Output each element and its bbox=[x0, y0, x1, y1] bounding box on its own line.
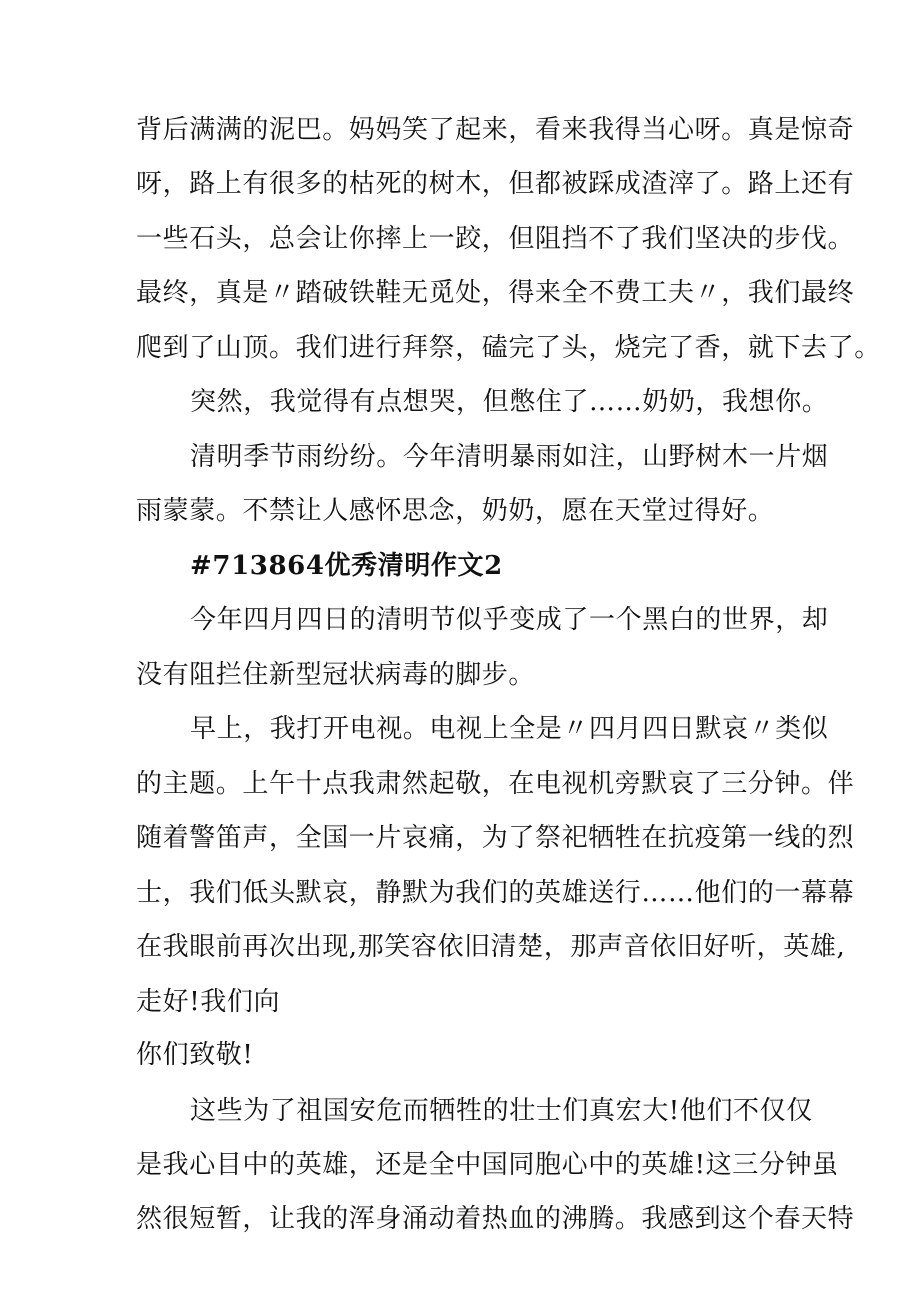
text-line: 背后满满的泥巴。妈妈笑了起来，看来我得当心呀。真是惊奇 bbox=[136, 115, 855, 145]
text-line: 爬到了山顶。我们进行拜祭，磕完了头，烧完了香，就下去了。 bbox=[136, 333, 881, 363]
text-line: 清明季节雨纷纷。今年清明暴雨如注，山野树木一片烟 bbox=[190, 442, 829, 472]
text-line: 走好!我们向 bbox=[136, 987, 281, 1017]
text-line: 没有阻拦住新型冠状病毒的脚步。 bbox=[136, 660, 536, 690]
text-line: 这些为了祖国安危而牺牲的壮士们真宏大!他们不仅仅 bbox=[190, 1096, 813, 1126]
text-line: 早上，我打开电视。电视上全是〃四月四日默哀〃类似 bbox=[190, 714, 829, 744]
section-heading: #713864优秀清明作文2 bbox=[190, 551, 503, 581]
text-line: 的主题。上午十点我肃然起敬，在电视机旁默哀了三分钟。伴 bbox=[136, 769, 855, 799]
text-line: 是我心目中的英雄，还是全中国同胞心中的英雄!这三分钟虽 bbox=[136, 1150, 839, 1180]
text-line: 呀，路上有很多的枯死的树木，但都被踩成渣滓了。路上还有 bbox=[136, 169, 855, 199]
text-line: 然很短暂，让我的浑身涌动着热血的沸腾。我感到这个春天特 bbox=[136, 1204, 855, 1234]
text-line: 你们致敬! bbox=[136, 1040, 254, 1070]
text-line: 士，我们低头默哀，静默为我们的英雄送行……他们的一幕幕 bbox=[136, 878, 855, 908]
text-line: 今年四月四日的清明节似乎变成了一个黑白的世界，却 bbox=[190, 605, 829, 635]
text-line: 雨蒙蒙。不禁让人感怀思念，奶奶，愿在天堂过得好。 bbox=[136, 496, 775, 526]
text-line: 最终，真是〃踏破铁鞋无觅处，得来全不费工夫〃，我们最终 bbox=[136, 278, 855, 308]
text-line: 在我眼前再次出现,那笑容依旧清楚，那声音依旧好听，英雄, bbox=[136, 932, 846, 962]
text-line: 突然，我觉得有点想哭，但憋住了……奶奶，我想你。 bbox=[190, 387, 829, 417]
text-line: 随着警笛声，全国一片哀痛，为了祭祀牺牲在抗疫第一线的烈 bbox=[136, 823, 855, 853]
text-line: 一些石头，总会让你摔上一跤，但阻挡不了我们坚决的步伐。 bbox=[136, 224, 855, 254]
